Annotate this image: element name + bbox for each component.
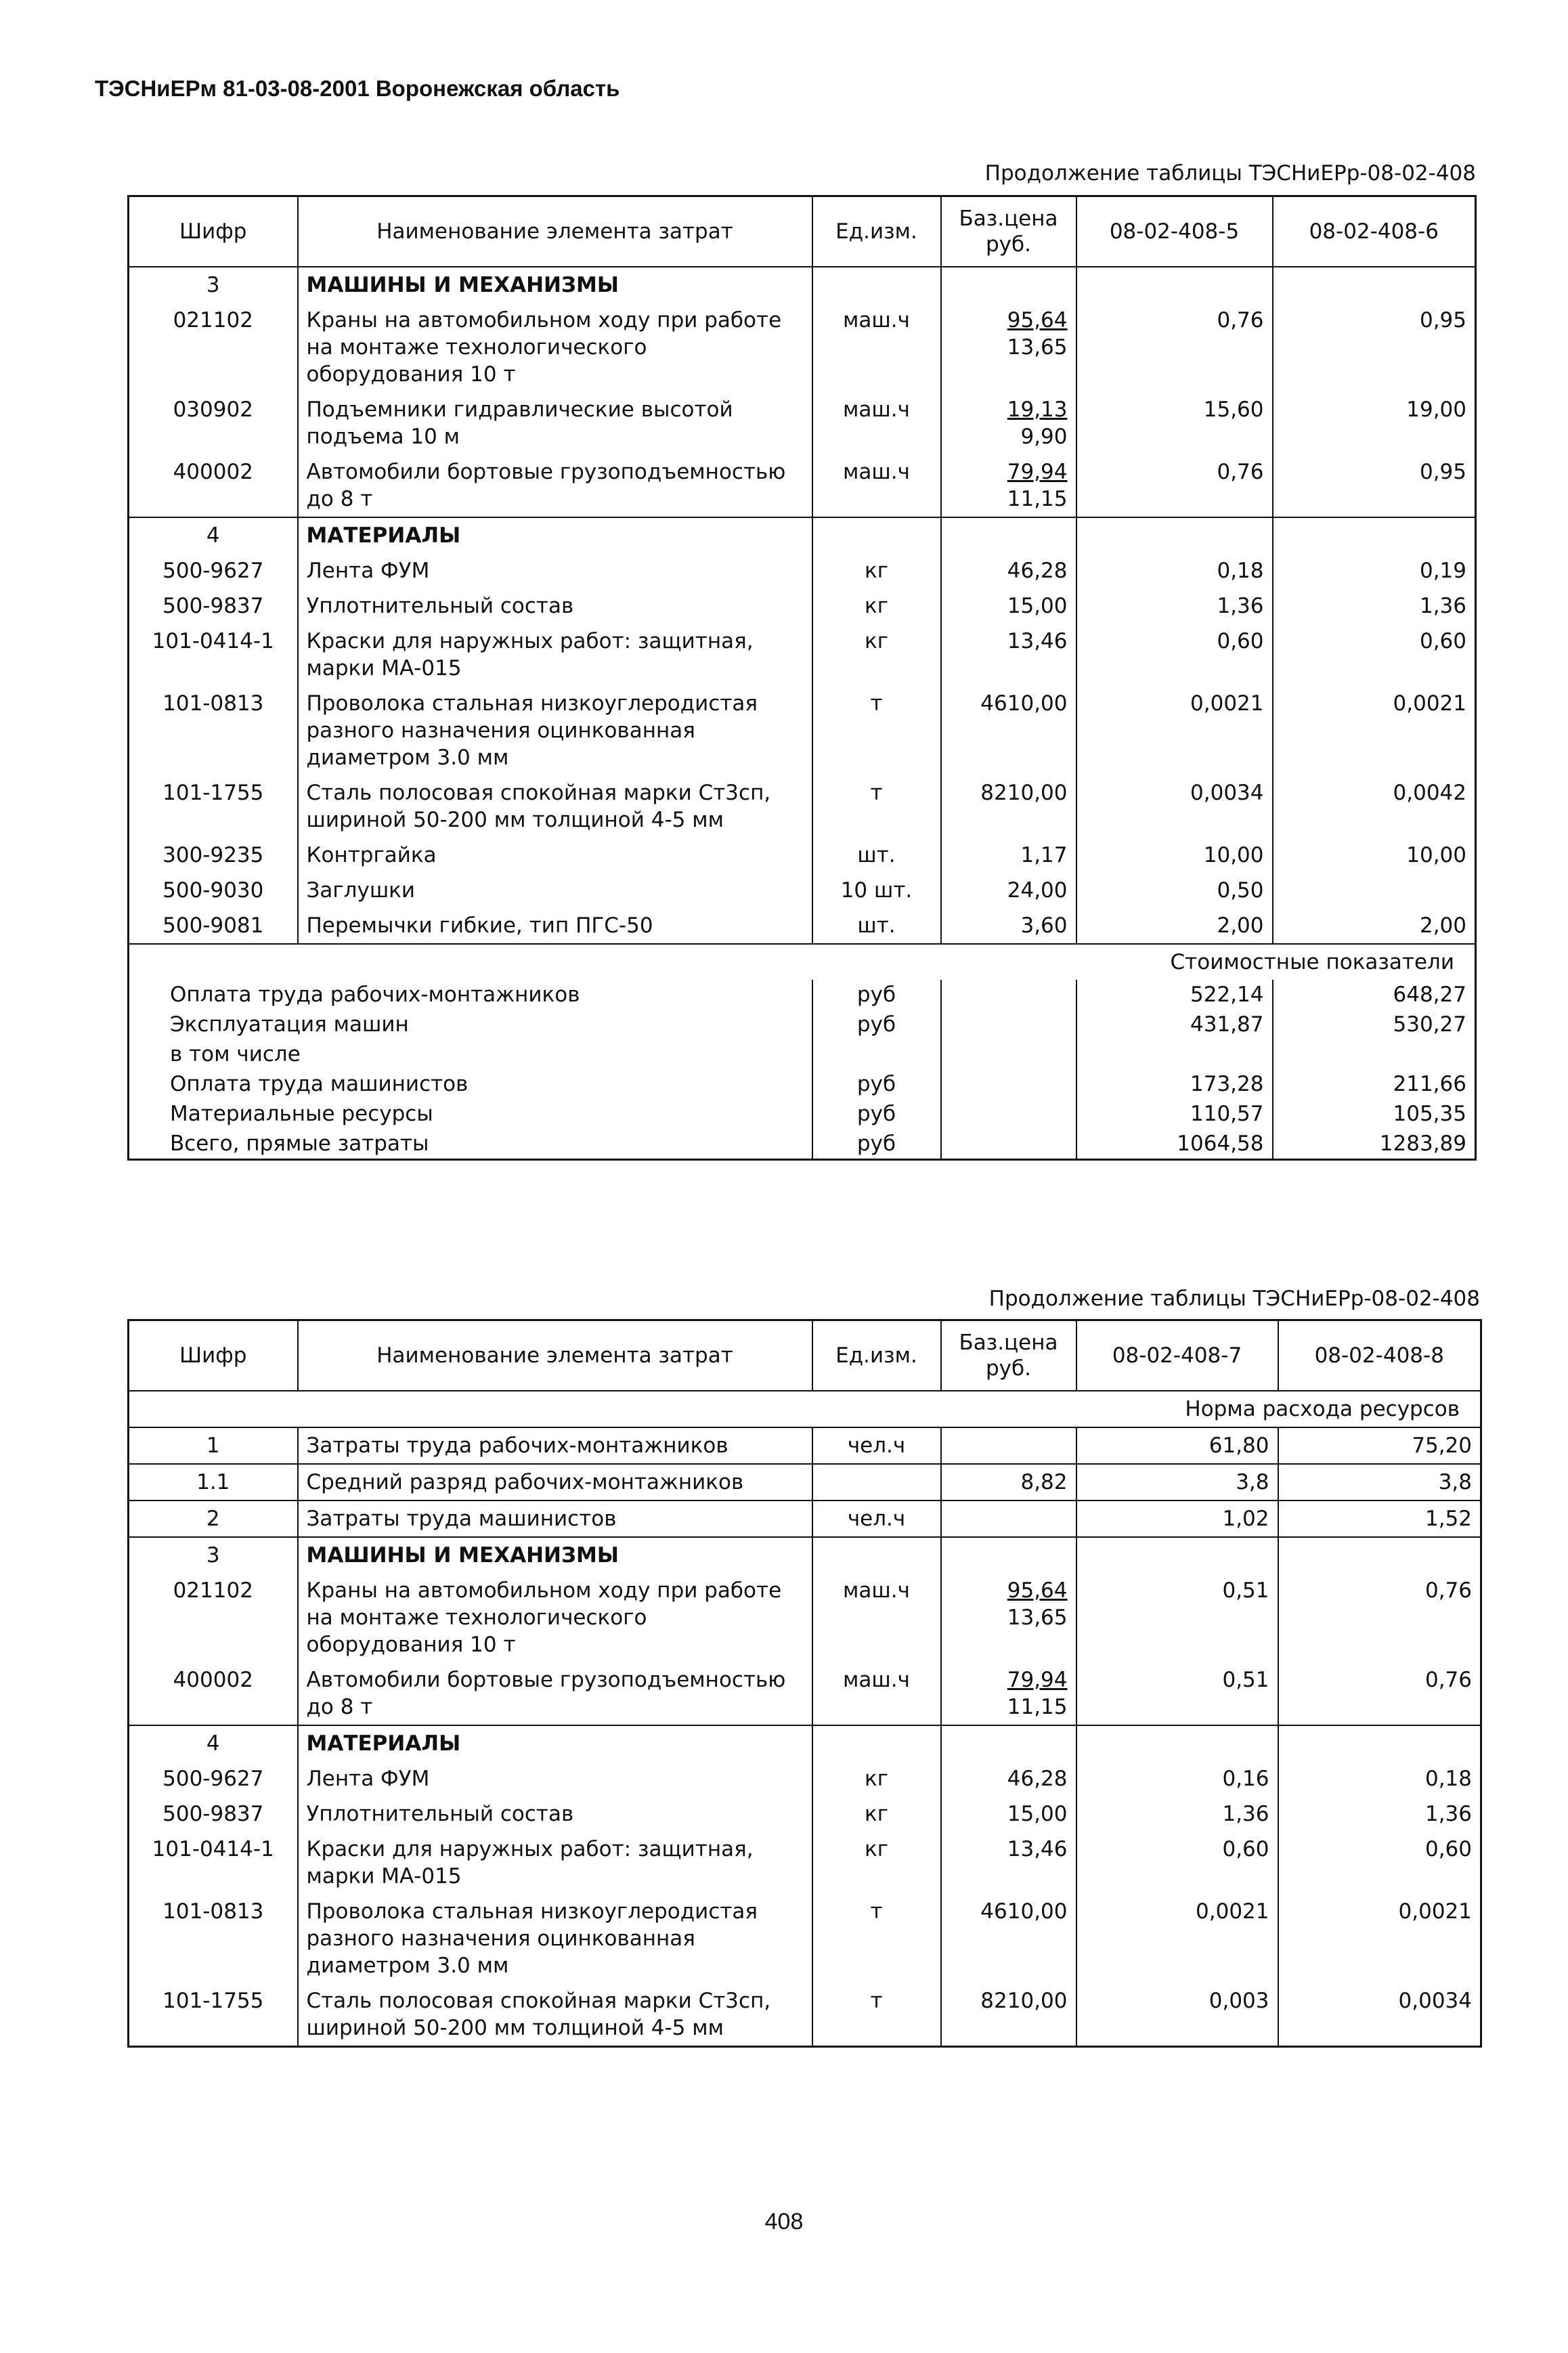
row-value-1: 0,60 — [1076, 1832, 1278, 1894]
row-name: Проволока стальная низкоуглеродистая разного назначения оцинкованная диаметром 3.0 мм — [298, 686, 812, 775]
empty-cell — [941, 517, 1076, 553]
table-row — [129, 1761, 1481, 1796]
summary-value-1: 110,57 — [1076, 1099, 1273, 1129]
row-value-2: 0,60 — [1273, 624, 1476, 686]
summary-value-1: 1064,58 — [1076, 1129, 1273, 1160]
row-value-1: 0,51 — [1076, 1662, 1278, 1725]
price-value: 79,94 — [1007, 1667, 1068, 1692]
row-unit: кг — [812, 588, 941, 624]
row-value-2: 0,0042 — [1273, 775, 1476, 838]
row-price: 15,00 — [941, 1796, 1076, 1832]
summary-label: Материальные ресурсы — [170, 1101, 433, 1126]
row-name: Лента ФУМ — [298, 553, 812, 588]
row-unit: 10 шт. — [812, 873, 941, 908]
table2-body — [129, 1391, 1481, 2047]
empty-cell — [941, 1039, 1076, 1069]
price-value: 95,64 — [1007, 1578, 1068, 1603]
summary-row — [129, 1069, 1476, 1099]
empty-cell — [1278, 1537, 1481, 1573]
row-value-2: 1,36 — [1273, 588, 1476, 624]
row-unit: т — [812, 1894, 941, 1983]
table-row — [129, 1573, 1481, 1662]
row-unit: кг — [812, 624, 941, 686]
empty-cell — [941, 267, 1076, 303]
row-price — [941, 1573, 1076, 1662]
row-name: Контргайка — [298, 838, 812, 873]
row-unit: т — [812, 775, 941, 838]
row-value-1: 0,51 — [1076, 1573, 1278, 1662]
row-value-1: 1,36 — [1076, 588, 1273, 624]
section-code: 3 — [129, 1537, 298, 1573]
empty-cell — [941, 1099, 1076, 1129]
row-code: 101-0813 — [129, 686, 298, 775]
row-unit: маш.ч — [812, 303, 941, 392]
row-code: 021102 — [129, 303, 298, 392]
row-unit: шт. — [812, 908, 941, 944]
price-value: 19,13 — [1007, 397, 1068, 422]
row-price: 15,00 — [941, 588, 1076, 624]
table-row — [129, 1894, 1481, 1983]
summary-label: Оплата труда машинистов — [170, 1071, 469, 1096]
row-unit: чел.ч — [812, 1427, 941, 1464]
row-value-2: 19,00 — [1273, 392, 1476, 454]
table2-header — [129, 1320, 1481, 1391]
section-title: МАШИНЫ И МЕХАНИЗМЫ — [298, 1537, 812, 1573]
summary-value-2: 648,27 — [1393, 982, 1466, 1007]
table1-body — [129, 267, 1476, 1160]
row-unit: кг — [812, 1832, 941, 1894]
col-header-name: Наименование элемента затрат — [298, 196, 812, 267]
row-unit: т — [812, 686, 941, 775]
summary-unit: руб — [812, 980, 941, 1010]
row-name: Сталь полосовая спокойная марки Ст3сп, шириной 50-200 мм толщиной 4-5 мм — [298, 1983, 812, 2047]
row-name: Автомобили бортовые грузоподъемностью до 8 т — [298, 1662, 812, 1725]
col-header-price: Баз.цена руб. — [941, 196, 1076, 267]
row-code: 500-9837 — [129, 588, 298, 624]
section-code: 4 — [129, 517, 298, 553]
row-code: 400002 — [129, 454, 298, 517]
summary-label: в том числе — [170, 1041, 301, 1066]
table-row — [129, 1983, 1481, 2047]
row-price: 46,28 — [941, 553, 1076, 588]
empty-cell — [1076, 1537, 1278, 1573]
row-name: Лента ФУМ — [298, 1761, 812, 1796]
row-code: 500-9627 — [129, 1761, 298, 1796]
cost-indicators-row — [129, 944, 1476, 980]
summary-label: Оплата труда рабочих-монтажников — [170, 982, 580, 1007]
col-header-price: Баз.цена руб. — [941, 1320, 1076, 1391]
price-machinist-wage: 11,15 — [1007, 486, 1068, 511]
row-price: 46,28 — [941, 1761, 1076, 1796]
summary-row — [129, 1129, 1476, 1160]
row-value-2: 0,19 — [1273, 553, 1476, 588]
empty-cell — [1076, 517, 1273, 553]
row-name: Проволока стальная низкоуглеродистая разного назначения оцинкованная диаметром 3.0 мм — [298, 1894, 812, 1983]
norm-label: Норма расхода ресурсов — [129, 1391, 1481, 1427]
row-value-2: 0,76 — [1278, 1662, 1481, 1725]
row-price — [941, 1662, 1076, 1725]
row-value-1: 3,8 — [1076, 1464, 1278, 1501]
summary-unit: руб — [812, 1069, 941, 1099]
row-unit: кг — [812, 553, 941, 588]
row-value-2: 1,36 — [1278, 1796, 1481, 1832]
row-code: 1.1 — [129, 1464, 298, 1501]
row-unit: кг — [812, 1796, 941, 1832]
row-price: 8,82 — [941, 1464, 1076, 1501]
row-code: 500-9030 — [129, 873, 298, 908]
price-machinist-wage: 11,15 — [1007, 1694, 1068, 1719]
empty-cell — [1273, 517, 1476, 553]
table-row — [129, 1662, 1481, 1725]
col-header-unit: Ед.изм. — [812, 196, 941, 267]
empty-cell — [1278, 1725, 1481, 1761]
table-row — [129, 392, 1476, 454]
summary-value-1: 522,14 — [1076, 980, 1273, 1010]
row-unit: маш.ч — [812, 392, 941, 454]
row-code: 1 — [129, 1427, 298, 1464]
table-row — [129, 1464, 1481, 1501]
row-price — [941, 392, 1076, 454]
price-machinist-wage: 13,65 — [1007, 334, 1068, 360]
row-code: 500-9837 — [129, 1796, 298, 1832]
row-name: Краски для наружных работ: защитная, марки МА-015 — [298, 1832, 812, 1894]
row-value-2: 0,95 — [1273, 303, 1476, 392]
summary-value-2: 530,27 — [1393, 1012, 1466, 1037]
row-name: Краны на автомобильном ходу при работе на монтаже технологического оборудования 10 т — [298, 303, 812, 392]
summary-value-1: 431,87 — [1076, 1010, 1273, 1039]
summary-value-2 — [1273, 1039, 1476, 1069]
row-name: Затраты труда рабочих-монтажников — [298, 1427, 812, 1464]
col-header-code: Шифр — [129, 196, 298, 267]
section-title: МАТЕРИАЛЫ — [298, 517, 812, 553]
col-header-name: Наименование элемента затрат — [298, 1320, 812, 1391]
summary-value-2: 211,66 — [1393, 1071, 1466, 1096]
row-price — [941, 1427, 1076, 1464]
summary-value-1: 173,28 — [1076, 1069, 1273, 1099]
empty-cell — [941, 980, 1076, 1010]
table-row — [129, 454, 1476, 517]
row-value-1: 0,60 — [1076, 624, 1273, 686]
row-code: 300-9235 — [129, 838, 298, 873]
empty-cell — [1273, 267, 1476, 303]
row-price: 4610,00 — [941, 1894, 1076, 1983]
summary-row — [129, 1039, 1476, 1069]
table-row — [129, 1796, 1481, 1832]
row-value-1: 10,00 — [1076, 838, 1273, 873]
empty-cell — [941, 1069, 1076, 1099]
row-value-2: 0,0021 — [1273, 686, 1476, 775]
summary-unit: руб — [812, 1099, 941, 1129]
row-value-2: 0,18 — [1278, 1761, 1481, 1796]
empty-cell — [1076, 1725, 1278, 1761]
table-row — [129, 1832, 1481, 1894]
summary-unit — [812, 1039, 941, 1069]
norm-label-row — [129, 1391, 1481, 1427]
price-value: 95,64 — [1007, 307, 1068, 332]
table-row — [129, 686, 1476, 775]
row-code: 500-9081 — [129, 908, 298, 944]
row-value-1: 1,36 — [1076, 1796, 1278, 1832]
row-value-2: 2,00 — [1273, 908, 1476, 944]
table-row — [129, 553, 1476, 588]
col-header-unit: Ед.изм. — [812, 1320, 941, 1391]
row-price: 8210,00 — [941, 775, 1076, 838]
section-code: 4 — [129, 1725, 298, 1761]
row-name: Сталь полосовая спокойная марки Ст3сп, шириной 50-200 мм толщиной 4-5 мм — [298, 775, 812, 838]
row-unit: маш.ч — [812, 1573, 941, 1662]
empty-cell — [812, 517, 941, 553]
row-value-2: 3,8 — [1278, 1464, 1481, 1501]
row-price: 13,46 — [941, 624, 1076, 686]
empty-cell — [941, 1725, 1076, 1761]
row-value-1: 0,76 — [1076, 303, 1273, 392]
row-price: 24,00 — [941, 873, 1076, 908]
table-row — [129, 1501, 1481, 1537]
summary-label: Всего, прямые затраты — [170, 1131, 429, 1156]
table-row — [129, 873, 1476, 908]
row-value-2: 0,0034 — [1278, 1983, 1481, 2047]
row-value-1: 0,76 — [1076, 454, 1273, 517]
summary-label: Эксплуатация машин — [170, 1012, 409, 1037]
summary-value-2: 1283,89 — [1379, 1131, 1466, 1156]
empty-cell — [941, 1010, 1076, 1039]
section-header — [129, 1537, 1481, 1573]
row-price: 8210,00 — [941, 1983, 1076, 2047]
table1-caption: Продолжение таблицы ТЭСНиЕРр-08-02-408 — [984, 161, 1476, 186]
row-price — [941, 454, 1076, 517]
col-header-v2: 08-02-408-6 — [1273, 196, 1476, 267]
empty-cell — [941, 1129, 1076, 1160]
section-header — [129, 1725, 1481, 1761]
summary-unit: руб — [812, 1010, 941, 1039]
row-value-1: 1,02 — [1076, 1501, 1278, 1537]
table-row — [129, 775, 1476, 838]
price-value: 79,94 — [1007, 459, 1068, 484]
table2 — [127, 1319, 1482, 2048]
section-header — [129, 517, 1476, 553]
summary-value-1 — [1076, 1039, 1273, 1069]
price-machinist-wage: 13,65 — [1007, 1605, 1068, 1630]
row-name: Уплотнительный состав — [298, 1796, 812, 1832]
row-value-1: 0,0021 — [1076, 686, 1273, 775]
row-code: 2 — [129, 1501, 298, 1537]
row-name: Перемычки гибкие, тип ПГС-50 — [298, 908, 812, 944]
row-value-1: 0,003 — [1076, 1983, 1278, 2047]
row-code: 101-1755 — [129, 775, 298, 838]
table-row — [129, 838, 1476, 873]
col-header-code: Шифр — [129, 1320, 298, 1391]
summary-unit: руб — [812, 1129, 941, 1160]
row-unit: т — [812, 1983, 941, 2047]
summary-row — [129, 1099, 1476, 1129]
row-value-1: 2,00 — [1076, 908, 1273, 944]
row-value-1: 0,0021 — [1076, 1894, 1278, 1983]
table2-caption: Продолжение таблицы ТЭСНиЕРр-08-02-408 — [988, 1287, 1480, 1311]
row-code: 101-0414-1 — [129, 1832, 298, 1894]
row-value-2: 10,00 — [1273, 838, 1476, 873]
row-unit: чел.ч — [812, 1501, 941, 1537]
row-value-1: 0,0034 — [1076, 775, 1273, 838]
row-value-2: 0,95 — [1273, 454, 1476, 517]
table-row — [129, 303, 1476, 392]
col-header-v1: 08-02-408-7 — [1076, 1320, 1278, 1391]
page-number: 408 — [764, 2209, 804, 2235]
table-row — [129, 588, 1476, 624]
row-price: 1,17 — [941, 838, 1076, 873]
row-unit — [812, 1464, 941, 1501]
section-code: 3 — [129, 267, 298, 303]
row-price — [941, 303, 1076, 392]
row-name: Средний разряд рабочих-монтажников — [298, 1464, 812, 1501]
row-code: 101-1755 — [129, 1983, 298, 2047]
empty-cell — [1076, 267, 1273, 303]
price-machinist-wage: 9,90 — [1020, 424, 1068, 449]
summary-row — [129, 1010, 1476, 1039]
row-value-2 — [1273, 873, 1476, 908]
empty-cell — [812, 267, 941, 303]
table1-header — [129, 196, 1476, 267]
row-value-1: 0,18 — [1076, 553, 1273, 588]
section-header — [129, 267, 1476, 303]
col-header-v1: 08-02-408-5 — [1076, 196, 1273, 267]
row-value-2: 0,76 — [1278, 1573, 1481, 1662]
row-price: 4610,00 — [941, 686, 1076, 775]
row-value-1: 0,16 — [1076, 1761, 1278, 1796]
table-row — [129, 624, 1476, 686]
row-name: Краны на автомобильном ходу при работе на монтаже технологического оборудования 10 т — [298, 1573, 812, 1662]
row-value-1: 0,50 — [1076, 873, 1273, 908]
table-row — [129, 1427, 1481, 1464]
row-name: Автомобили бортовые грузоподъемностью до 8 т — [298, 454, 812, 517]
row-value-1: 15,60 — [1076, 392, 1273, 454]
cost-indicators-label: Стоимостные показатели — [129, 944, 1476, 980]
row-name: Краски для наружных работ: защитная, марки МА-015 — [298, 624, 812, 686]
row-name: Подъемники гидравлические высотой подъема 10 м — [298, 392, 812, 454]
row-price: 13,46 — [941, 1832, 1076, 1894]
row-value-2: 0,60 — [1278, 1832, 1481, 1894]
row-value-2: 0,0021 — [1278, 1894, 1481, 1983]
row-code: 021102 — [129, 1573, 298, 1662]
empty-cell — [812, 1725, 941, 1761]
row-unit: маш.ч — [812, 1662, 941, 1725]
col-header-v2: 08-02-408-8 — [1278, 1320, 1481, 1391]
summary-value-2: 105,35 — [1393, 1101, 1466, 1126]
row-code: 101-0813 — [129, 1894, 298, 1983]
row-name: Уплотнительный состав — [298, 588, 812, 624]
row-code: 500-9627 — [129, 553, 298, 588]
row-name: Заглушки — [298, 873, 812, 908]
table1 — [127, 195, 1477, 1161]
row-code: 400002 — [129, 1662, 298, 1725]
table-row — [129, 908, 1476, 944]
row-value-1: 61,80 — [1076, 1427, 1278, 1464]
empty-cell — [812, 1537, 941, 1573]
row-unit: кг — [812, 1761, 941, 1796]
row-unit: маш.ч — [812, 454, 941, 517]
row-code: 101-0414-1 — [129, 624, 298, 686]
summary-row — [129, 980, 1476, 1010]
section-title: МАШИНЫ И МЕХАНИЗМЫ — [298, 267, 812, 303]
section-title: МАТЕРИАЛЫ — [298, 1725, 812, 1761]
row-price — [941, 1501, 1076, 1537]
row-price: 3,60 — [941, 908, 1076, 944]
document-header: ТЭСНиЕРм 81-03-08-2001 Воронежская область — [95, 76, 620, 101]
empty-cell — [941, 1537, 1076, 1573]
row-unit: шт. — [812, 838, 941, 873]
row-value-2: 1,52 — [1278, 1501, 1481, 1537]
row-code: 030902 — [129, 392, 298, 454]
row-value-2: 75,20 — [1278, 1427, 1481, 1464]
row-name: Затраты труда машинистов — [298, 1501, 812, 1537]
